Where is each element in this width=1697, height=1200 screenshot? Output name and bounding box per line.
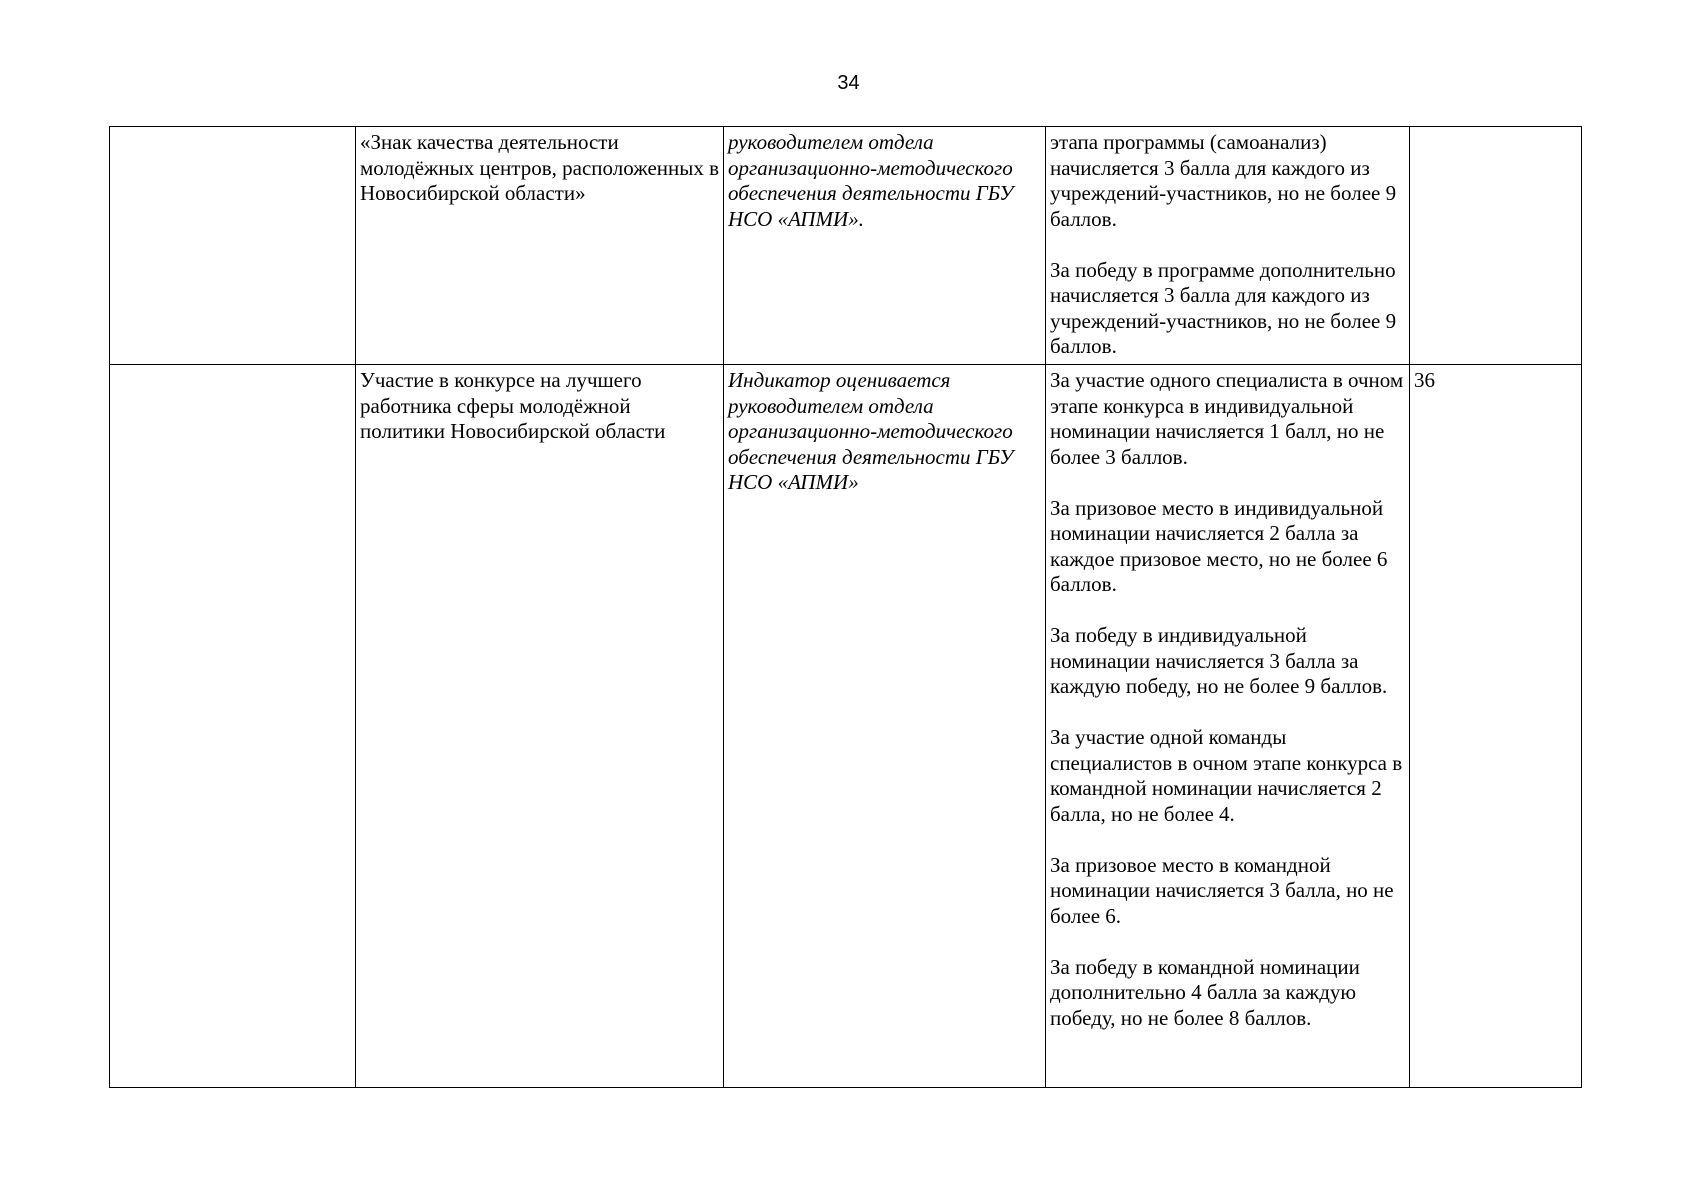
row2-scoring-paragraph: За участие одного специалиста в очном этапе конкурса в индивидуальной номинации начисляется 1 балл, но не более 3 баллов. (1050, 368, 1404, 469)
row1-scoring-paragraph: этапа программы (самоанализ) начисляется 3 балла для каждого из учреждений-участников, но не более 9 баллов. (1050, 130, 1397, 231)
row2-max-score: 36 (1410, 365, 1582, 1088)
row1-max-score (1410, 127, 1582, 365)
table-row (110, 365, 1582, 1088)
row2-scoring-paragraph: За призовое место в индивидуальной номинации начисляется 2 балла за каждое призовое место, но не более 6 баллов. (1050, 495, 1388, 596)
row2-evaluation-method: Индикатор оценивается руководителем отдела организационно-методического обеспечения деятельности ГБУ НСО «АПМИ» (724, 365, 1046, 1088)
row2-col1-cell (110, 365, 356, 1088)
row1-col1-cell (110, 127, 356, 365)
row1-evaluation-method: руководителем отдела организационно-методического обеспечения деятельности ГБУ НСО «АПМИ». (724, 127, 1046, 365)
row1-indicator-name: «Знак качества деятельности молодёжных центров, расположенных в Новосибирской области» (356, 127, 724, 365)
row1-scoring-paragraph: За победу в программе дополнительно начисляется 3 балла для каждого из учреждений-участников, но не более 9 баллов. (1050, 257, 1397, 358)
criteria-table (109, 126, 1582, 1088)
row2-scoring-paragraph: За победу в индивидуальной номинации начисляется 3 балла за каждую победу, но не более 9 баллов. (1050, 623, 1388, 698)
table-row (110, 127, 1582, 365)
row2-scoring-paragraph: За победу в командной номинации дополнительно 4 балла за каждую победу, но не более 8 баллов. (1050, 954, 1360, 1030)
row2-scoring-paragraph: За призовое место в командной номинации начисляется 3 балла, но не более 6. (1050, 852, 1394, 928)
row2-scoring-rules (1046, 365, 1410, 1088)
page-number: 34 (837, 72, 860, 94)
row2-scoring-paragraph: За участие одной команды специалистов в очном этапе конкурса в командной номинации начисляется 2 балла, но не более 4. (1050, 725, 1403, 826)
row2-indicator-name: Участие в конкурсе на лучшего работника сферы молодёжной политики Новосибирской области (356, 365, 724, 1088)
row1-scoring-rules (1046, 127, 1410, 365)
